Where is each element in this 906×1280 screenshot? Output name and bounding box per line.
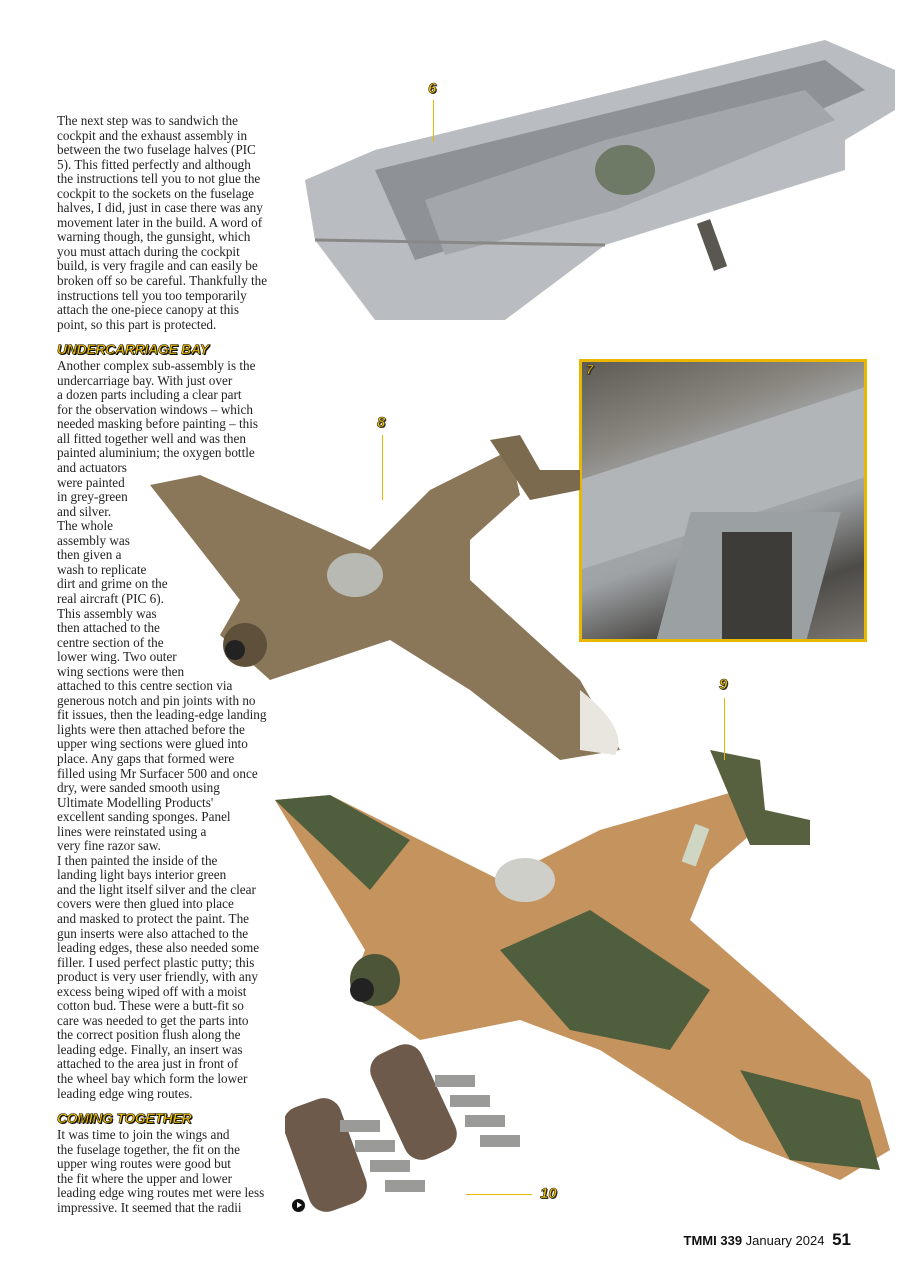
text-line: the correct position flush along the <box>57 1027 241 1043</box>
photo-model-plane-primer <box>140 430 650 770</box>
text-line: care was needed to get the parts into <box>57 1012 249 1028</box>
text-line: place. Any gaps that formed were <box>57 750 235 766</box>
text-line: centre section of the <box>57 634 164 650</box>
text-line: This assembly was <box>57 605 157 621</box>
text-line: the fuselage together, the fit on the <box>57 1141 240 1157</box>
photo-label-6: 6 <box>428 80 437 97</box>
photo-label-7: 7 <box>586 362 594 377</box>
text-line: generous notch and pin joints with no <box>57 692 256 708</box>
text-line: The whole <box>57 518 114 534</box>
text-line: between the two fuselage halves (PIC <box>57 142 256 158</box>
text-line: the instructions tell you to not glue the <box>57 171 261 187</box>
text-line: dirt and grime on the <box>57 576 168 592</box>
text-line: cockpit to the sockets on the fuselage <box>57 185 255 201</box>
text-line: filled using Mr Surfacer 500 and once <box>57 765 258 781</box>
photo-exhaust-parts <box>285 1040 565 1220</box>
text-line: gun inserts were also attached to the <box>57 925 249 941</box>
text-line: dry, were sanded smooth using <box>57 780 220 796</box>
leader-line <box>433 100 434 142</box>
text-line: real aircraft (PIC 6). <box>57 590 164 606</box>
leader-line <box>466 1194 532 1195</box>
text-line: assembly was <box>57 532 130 548</box>
text-line: a dozen parts including a clear part <box>57 387 242 403</box>
photo-label-10: 10 <box>540 1185 557 1202</box>
text-line: excess being wiped off with a moist <box>57 983 247 999</box>
text-line: wash to replicate <box>57 561 147 577</box>
text-line: and actuators <box>57 460 127 476</box>
text-line: point, so this part is protected. <box>57 316 217 332</box>
text-line: and the light itself silver and the clear <box>57 881 256 897</box>
section-heading: COMING TOGETHER <box>57 1110 192 1127</box>
text-line: and masked to protect the paint. The <box>57 910 250 926</box>
text-line: undercarriage bay. With just over <box>57 372 233 388</box>
text-line: Ultimate Modelling Products' <box>57 794 214 810</box>
text-line: landing light bays interior green <box>57 867 227 883</box>
text-line: The next step was to sandwich the <box>57 113 238 128</box>
text-line: the wheel bay which form the lower <box>57 1071 248 1086</box>
text-line: for the observation windows – which <box>57 401 253 417</box>
text-line: all fitted together well and was then <box>57 430 246 446</box>
text-line: attach the one-piece canopy at this <box>57 302 239 318</box>
text-line: lines were reinstated using a <box>57 823 207 839</box>
text-line: attached to this centre section via <box>57 678 233 694</box>
text-line: very fine razor saw. <box>57 838 161 854</box>
issue-date: January 2024 <box>745 1233 825 1248</box>
text-line: wing sections were then <box>57 663 185 679</box>
text-line: product is very user friendly, with any <box>57 969 258 985</box>
leader-line <box>724 698 725 760</box>
text-line: in grey-green <box>57 489 128 505</box>
text-line: excellent sanding sponges. Panel <box>57 809 231 825</box>
text-line: painted aluminium; the oxygen bottle <box>57 445 255 461</box>
text-line: cotton bud. These were a butt-fit so <box>57 998 244 1014</box>
text-line: 5). This fitted perfectly and although <box>57 156 251 172</box>
text-line: lower wing. Two outer <box>57 649 177 665</box>
text-line: halves, I did, just in case there was any <box>57 200 263 216</box>
photo-cockpit-fuselage <box>305 30 900 345</box>
text-line: leading edge wing routes met were less <box>57 1185 265 1201</box>
leader-line <box>382 435 383 500</box>
magazine-issue: TMMI 339 <box>683 1233 743 1248</box>
text-line: the fit where the upper and lower <box>57 1170 233 1186</box>
text-line: leading edges, these also needed some <box>57 940 260 956</box>
text-line: then given a <box>57 547 122 563</box>
section-heading: UNDERCARRIAGE BAY <box>57 341 209 358</box>
page-number: 51 <box>832 1230 851 1249</box>
text-line: impressive. It seemed that the radii <box>57 1199 242 1215</box>
text-line: warning though, the gunsight, which <box>57 229 251 245</box>
text-line: covers were then glued into place <box>57 896 234 912</box>
text-line: fit issues, then the leading-edge landing <box>57 707 267 723</box>
text-line: attached to the area just in front of <box>57 1056 239 1072</box>
text-line: and silver. <box>57 503 112 519</box>
text-line: It was time to join the wings and <box>57 1127 230 1143</box>
page-footer <box>684 1230 851 1250</box>
text-line: Another complex sub-assembly is the <box>57 358 256 374</box>
photo-label-8: 8 <box>377 414 386 431</box>
text-line: then attached to the <box>57 620 160 636</box>
text-line: broken off so be careful. Thankfully the <box>57 273 268 289</box>
text-line: you must attach during the cockpit <box>57 243 240 259</box>
text-line: upper wing sections were glued into <box>57 736 248 752</box>
text-line: upper wing routes were good but <box>57 1156 231 1172</box>
text-line: filler. I used perfect plastic putty; this <box>57 954 255 970</box>
text-line: movement later in the build. A word of <box>57 214 263 230</box>
text-line: needed masking before painting – this <box>57 416 259 432</box>
text-line: leading edge wing routes. <box>57 1085 193 1101</box>
text-line: build, is very fragile and can easily be <box>57 258 258 274</box>
text-line: lights were then attached before the <box>57 721 245 737</box>
photo-label-9: 9 <box>719 676 728 693</box>
text-line: leading edge. Finally, an insert was <box>57 1041 243 1057</box>
text-line: I then painted the inside of the <box>57 852 218 868</box>
text-line: instructions tell you too temporarily <box>57 287 247 303</box>
text-line: cockpit and the exhaust assembly in <box>57 127 248 143</box>
text-line: were painted <box>57 474 125 490</box>
